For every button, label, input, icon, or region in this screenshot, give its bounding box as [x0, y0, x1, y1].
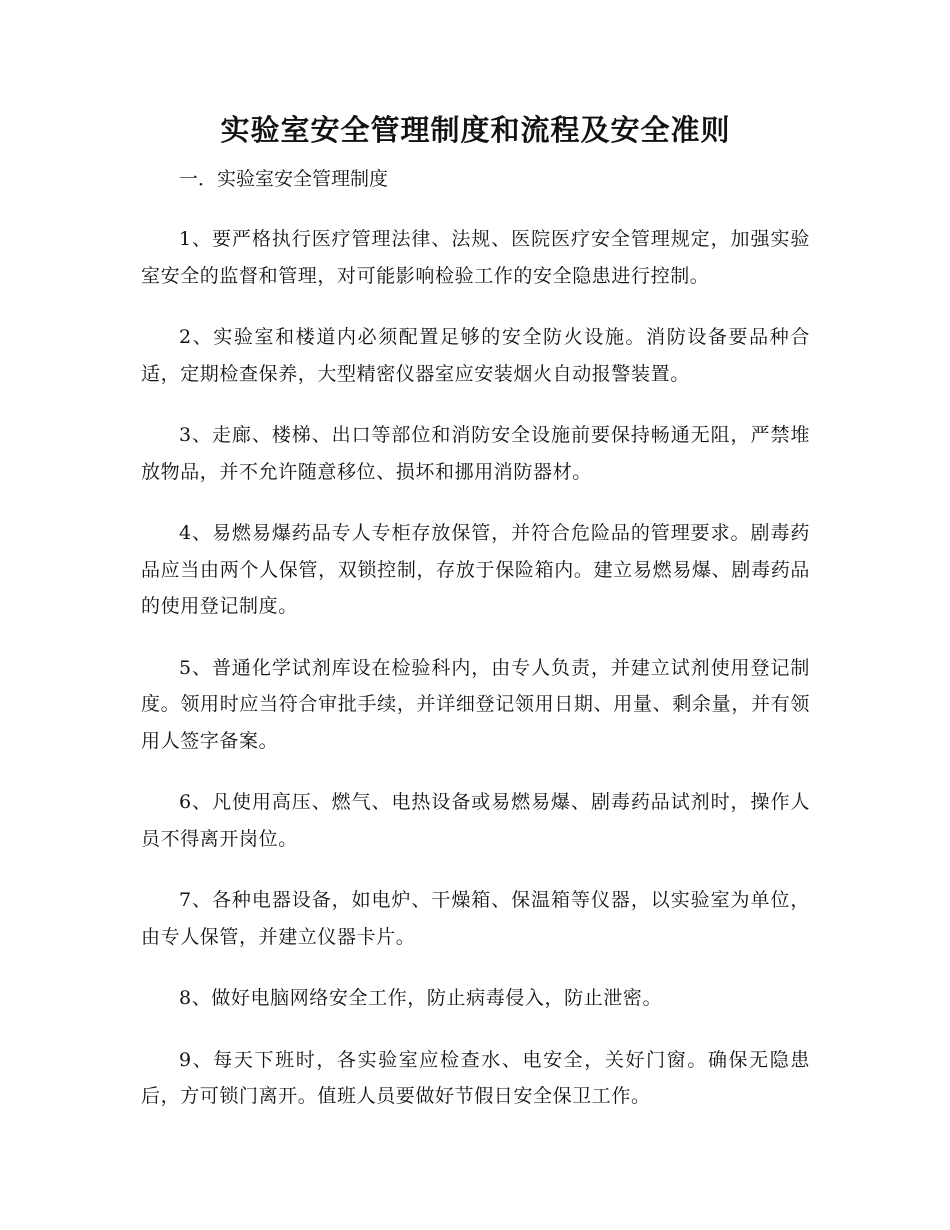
paragraph-9: 9、每天下班时，各实验室应检查水、电安全，关好门窗。确保无隐患后，方可锁门离开。值班人员要做好节假日安全保卫工作。	[141, 1048, 810, 1107]
paragraph-8: 8、做好电脑网络安全工作，防止病毒侵入，防止泄密。	[179, 987, 663, 1009]
document-title: 实验室安全管理制度和流程及安全准则	[220, 113, 731, 147]
paragraph-1: 1、要严格执行医疗管理法律、法规、医院医疗安全管理规定，加强实验室安全的监督和管理，对可能影响检验工作的安全隐患进行控制。	[141, 228, 810, 287]
section-heading: 一．实验室安全管理制度	[179, 168, 389, 190]
paragraph-4: 4、易燃易爆药品专人专柜存放保管，并符合危险品的管理要求。剧毒药品应当由两个人保管，双锁控制，存放于保险箱内。建立易燃易爆、剧毒药品的使用登记制度。	[141, 522, 810, 617]
paragraph-3: 3、走廊、楼梯、出口等部位和消防安全设施前要保持畅通无阻，严禁堆放物品，并不允许随意移位、损坏和挪用消防器材。	[141, 424, 810, 483]
paragraph-7: 7、各种电器设备，如电炉、干燥箱、保温箱等仪器，以实验室为单位，由专人保管，并建立仪器卡片。	[141, 889, 810, 948]
paragraph-6: 6、凡使用高压、燃气、电热设备或易燃易爆、剧毒药品试剂时，操作人员不得离开岗位。	[141, 791, 810, 850]
paragraph-2: 2、实验室和楼道内必须配置足够的安全防火设施。消防设备要品种合适，定期检查保养，大型精密仪器室应安装烟火自动报警装置。	[141, 326, 810, 385]
paragraph-5: 5、普通化学试剂库设在检验科内，由专人负责，并建立试剂使用登记制度。领用时应当符合审批手续，并详细登记领用日期、用量、剩余量，并有领用人签字备案。	[141, 656, 810, 752]
